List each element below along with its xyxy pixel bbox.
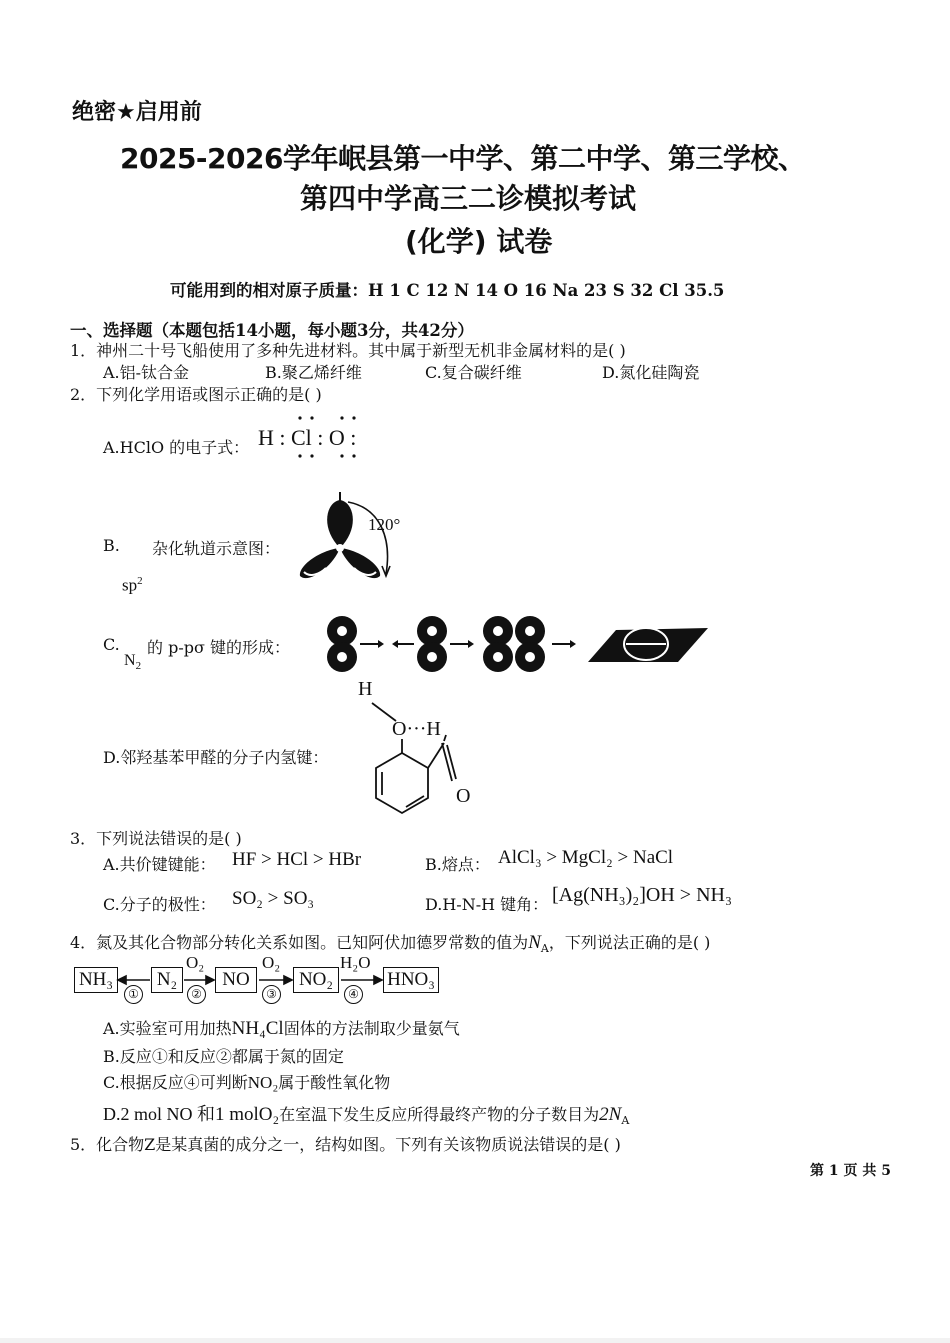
q1-option-d: D.氮化硅陶瓷 <box>602 363 700 382</box>
q3-stem: 3．下列说法错误的是( ) <box>70 829 242 848</box>
q4-option-d-pre: D.2 mol NO 和 <box>103 1104 215 1124</box>
q3-option-c-label: C.分子的极性： <box>103 895 216 914</box>
q3-option-b-formula: AlCl₃ > MgCl₂ > NaCl <box>498 847 674 868</box>
q3-option-a-label: A.共价键键能： <box>103 855 216 874</box>
n2-sub: 2 <box>135 660 142 673</box>
q2-option-b-label: B. <box>103 536 120 555</box>
q2-option-c-label: C. <box>103 635 120 654</box>
q4-stem-end: ，下列说法正确的是( ) <box>548 933 711 952</box>
scheme-no: NO <box>215 967 257 993</box>
q3-option-b-label: B.熔点： <box>425 855 490 874</box>
q4-option-a-post: 固体的方法制取少量氨气 <box>283 1019 460 1038</box>
sp2-label <box>122 575 143 596</box>
scheme-o2-a: O₂ <box>186 953 205 972</box>
angle-label: 120° <box>368 515 401 534</box>
section-title: 一、选择题（本题包括14小题，每小题3分，共42分） <box>70 321 474 340</box>
structure-o-h-bond: O···H <box>392 718 441 740</box>
q2-option-c-text: 的 p-pσ 键的形成： <box>147 638 290 657</box>
q1-stem: 1．神州二十号飞船使用了多种先进材料。其中属于新型无机非金属材料的是( ) <box>70 341 626 360</box>
scheme-n2: N₂ <box>151 967 183 993</box>
q5-stem: 5．化合物Z是某真菌的成分之一，结构如图。下列有关该物质说法错误的是( ) <box>70 1135 621 1154</box>
q4-option-b: B.反应①和反应②都属于氮的固定 <box>103 1047 344 1066</box>
q4-option-c-pre: C.根据反应④可判断 <box>103 1073 248 1092</box>
q4-option-a-formula: NH₄Cl <box>231 1018 284 1039</box>
q4-option-c-formula: NO₂ <box>247 1073 279 1092</box>
n2-text: N <box>124 652 136 669</box>
structure-o-aldehyde: O <box>456 785 471 807</box>
scheme-hno3: HNO₃ <box>383 967 439 993</box>
q3-option-a-formula: HF > HCl > HBr <box>232 849 362 870</box>
atomic-mass-line: 可能用到的相对原子质量：H 1 C 12 N 14 O 16 Na 23 S 32 Cl 35.5 <box>170 281 725 300</box>
sp2-sup: 2 <box>137 575 143 587</box>
page-footer: 第 1 页 共 5 <box>810 1163 891 1179</box>
q1-option-c: C.复合碳纤维 <box>425 363 522 382</box>
scheme-no2: NO₂ <box>293 967 339 993</box>
hclo-electron-formula: H : Cl : O : <box>258 425 357 450</box>
q2-stem: 2．下列化学用语或图示正确的是( ) <box>70 385 322 404</box>
secret-label: 绝密★启用前 <box>72 100 202 125</box>
electron-dots <box>290 412 380 462</box>
exam-title-line1: 2025-2026学年岷县第一中学、第二中学、第三学校、 <box>120 142 806 175</box>
structure-h-top: H <box>358 678 373 700</box>
q2-option-b-text: 杂化轨道示意图： <box>152 539 281 558</box>
q4-na-sub: A <box>540 942 549 956</box>
q1-option-b: B.聚乙烯纤维 <box>265 363 362 382</box>
scheme-arrows <box>110 962 510 1002</box>
exam-title-line2: 第四中学高三二诊模拟考试 <box>300 182 637 215</box>
q4-option-c-post: 属于酸性氧化物 <box>278 1073 391 1092</box>
q4-option-d <box>103 1100 629 1127</box>
q4-na-symbol: N <box>528 932 541 953</box>
p-p-sigma-bond-diagram <box>320 614 720 676</box>
scheme-step-4: ④ <box>344 985 363 1004</box>
q4-option-d-end: 2N <box>599 1104 622 1125</box>
q4-option-d-post: 在室温下发生反应所得最终产物的分子数目为 <box>279 1105 600 1124</box>
q4-stem-text: 4．氮及其化合物部分转化关系如图。已知阿伏加德罗常数的值为 <box>70 933 529 952</box>
q4-option-d-end-sub: A <box>621 1114 630 1128</box>
q4-option-c <box>103 1070 390 1093</box>
scheme-step-1: ① <box>124 985 143 1004</box>
scheme-step-2: ② <box>187 985 206 1004</box>
scheme-step-3: ③ <box>262 985 281 1004</box>
n2-label <box>124 652 141 672</box>
exam-title-line3: (化学) 试卷 <box>405 225 553 258</box>
scheme-h2o: H₂O <box>340 953 371 972</box>
scheme-o2-b: O₂ <box>262 953 281 972</box>
q4-option-a <box>103 1016 460 1040</box>
salicylaldehyde-structure <box>360 695 480 825</box>
q1-option-a: A.铝-钛合金 <box>103 363 190 382</box>
q2-option-a-label: A.HClO 的电子式： <box>103 438 250 457</box>
q3-option-d-formula: [Ag(NH₃)₂]OH > NH₃ <box>552 884 732 906</box>
q4-option-d-mid: 1 molO₂ <box>215 1104 280 1125</box>
q3-option-d-label: D.H-N-H 键角： <box>425 895 549 914</box>
scheme-nh3: NH₃ <box>74 967 118 993</box>
q4-option-a-pre: A.实验室可用加热 <box>103 1019 232 1038</box>
sp2-text: sp <box>122 575 138 595</box>
q4-stem <box>70 930 710 955</box>
q2-option-d-label: D.邻羟基苯甲醛的分子内氢键： <box>103 748 329 767</box>
sp2-orbital-diagram <box>290 488 420 588</box>
q3-option-c-formula: SO₂ > SO₃ <box>232 888 315 909</box>
scan-shadow <box>0 1338 950 1343</box>
